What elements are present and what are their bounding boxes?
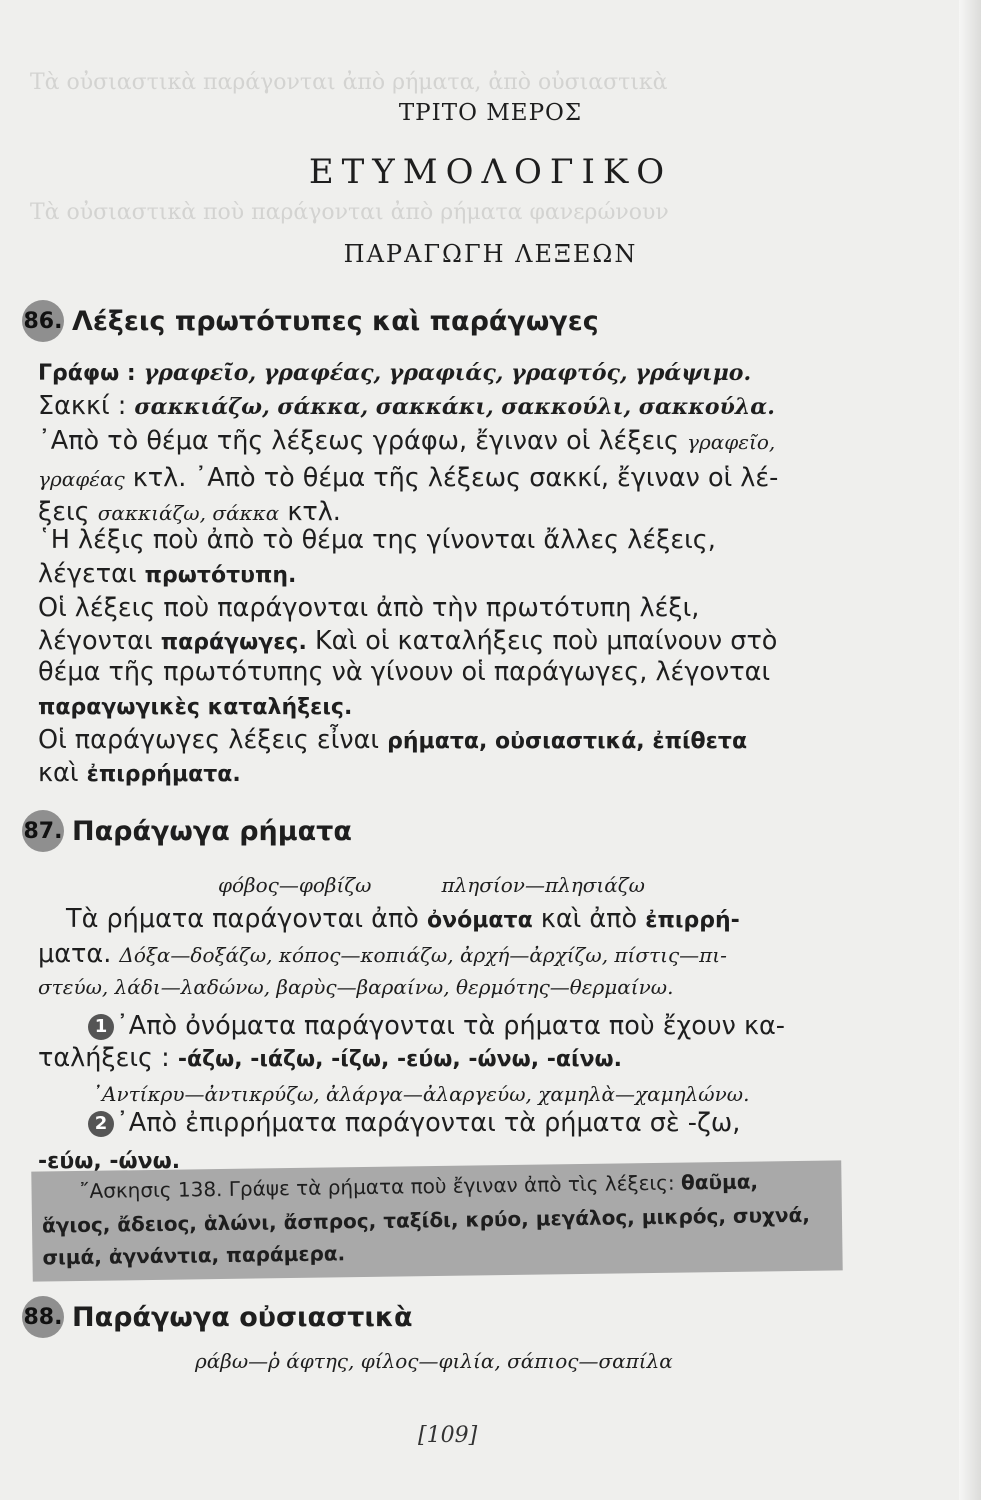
bleed-through-text: Τὰ οὐσιαστικὰ παράγονται ἀπὸ ρήματα, ἀπὸ οὐσιαστικὰ <box>30 70 668 95</box>
section-title: Παράγωγα οὐσιαστικὰ <box>72 1301 413 1333</box>
exercise-box <box>31 1160 842 1281</box>
rule-marker-1: 1 <box>88 1014 114 1040</box>
section-number-badge: 86. <box>22 300 64 342</box>
text-line: 1 ᾿Απὸ ὀνόματα παράγονται τὰ ρήματα ποὺ ἔχουν κα- <box>88 1010 888 1042</box>
text-line: ταλήξεις : -άζω, -ιάζω, -ίζω, -εύω, -ώνω, -αίνω. <box>38 1043 623 1073</box>
text-line: ᾿Απὸ τὸ θέμα τῆς λέξεως γράφω, ἔγιναν οἱ λέξεις γραφεῖο, <box>38 426 776 456</box>
page-number: [109] <box>418 1423 478 1448</box>
text-line: Τὰ ρήματα παράγονται ἀπὸ ὀνόματα καὶ ἀπὸ ἐπιρρή- <box>66 904 740 934</box>
text-line: ματα. Δόξα—δοξάζω, κόπος—κοπιάζω, ἀρχή—ἀρχίζω, πίστις—πι- <box>38 939 727 969</box>
section-88-heading <box>22 1296 413 1338</box>
text-line: λέγεται πρωτότυπη. <box>38 559 297 589</box>
bleed-through-text: Τὰ οὐσιαστικὰ ποὺ παράγονται ἀπὸ ρήματα φανερώνουν <box>30 200 669 225</box>
section-title: Παράγωγα ρήματα <box>72 815 352 847</box>
text-line: Σακκί : σακκιάζω, σάκκα, σακκάκι, σακκούλι, σακκούλα. <box>38 391 775 421</box>
text-line: Οἱ λέξεις ποὺ παράγονται ἀπὸ τὴν πρωτότυπη λέξι, <box>38 593 700 623</box>
section-87-heading <box>22 810 352 852</box>
text-line: θέμα τῆς πρωτότυπης νὰ γίνουν οἱ παράγωγες, λέγονται <box>38 657 771 687</box>
exercise-line: σιμά, ἀγνάντια, παράμερα. <box>42 1241 346 1270</box>
exercise-line: ῎Ασκησις 138. Γράψε τὰ ρήματα ποὺ ἔγιναν ἀπὸ τὶς λέξεις: θαῦμα, <box>79 1169 759 1203</box>
text-line: ξεις σακκιάζω, σάκκα κτλ. <box>38 497 341 527</box>
page-edge <box>959 0 981 1500</box>
text-line: καὶ ἐπιρρήματα. <box>38 758 241 788</box>
text-line: στεύω, λάδι—λαδώνω, βαρὺς—βαραίνω, θερμότης—θερμαίνω. <box>38 975 674 999</box>
example-line: φόβος—φοβίζω πλησίον—πλησιάζω <box>218 873 645 897</box>
text-line: λέγονται παράγωγες. Καὶ οἱ καταλήξεις ποὺ μπαίνουν στὸ <box>38 626 778 656</box>
exercise-line: ἅγιος, ἄδειος, ἁλώνι, ἄσπρος, ταξίδι, κρύο, μεγάλος, μικρός, συχνά, <box>41 1202 811 1238</box>
text-line: ᾿Αντίκρυ—ἀντικρύζω, ἀλάργα—ἀλαργεύω, χαμηλὰ—χαμηλώνω. <box>92 1082 750 1106</box>
text-line: -εύω, -ώνω. <box>38 1149 181 1174</box>
text-line: ῾Η λέξις ποὺ ἀπὸ τὸ θέμα της γίνονται ἄλλες λέξεις, <box>38 525 716 555</box>
text-line: παραγωγικὲς καταλήξεις. <box>38 695 353 720</box>
example-line: ράβω—ῥ άφτης, φίλος—φιλία, σάπιος—σαπίλα <box>195 1349 673 1373</box>
text-line: Οἱ παράγωγες λέξεις εἶναι ρήματα, οὐσιαστικά, ἐπίθετα <box>38 725 748 755</box>
text-line: Γράφω : γραφεῖο, γραφέας, γραφιάς, γραφτός, γράψιμο. <box>38 360 752 386</box>
section-number-badge: 87. <box>22 810 64 852</box>
section-86-heading <box>22 300 599 342</box>
section-number-badge: 88. <box>22 1296 64 1338</box>
rule-marker-2: 2 <box>88 1111 114 1137</box>
text-line: 2 ᾿Απὸ ἐπιρρήματα παράγονται τὰ ρήματα σὲ -ζω, <box>88 1107 888 1139</box>
section-title: Λέξεις πρωτότυπες καὶ παράγωγες <box>72 305 599 337</box>
part-title: ΤΡΙΤΟ ΜΕΡΟΣ <box>398 100 583 126</box>
text-line: γραφέας κτλ. ᾿Απὸ τὸ θέμα τῆς λέξεως σακκί, ἔγιναν οἱ λέ- <box>38 463 779 493</box>
main-title: ΕΤΥΜΟΛΟΓΙΚΟ <box>308 152 673 192</box>
subtitle: ΠΑΡΑΓΩΓΗ ΛΕΞΕΩΝ <box>343 240 638 268</box>
